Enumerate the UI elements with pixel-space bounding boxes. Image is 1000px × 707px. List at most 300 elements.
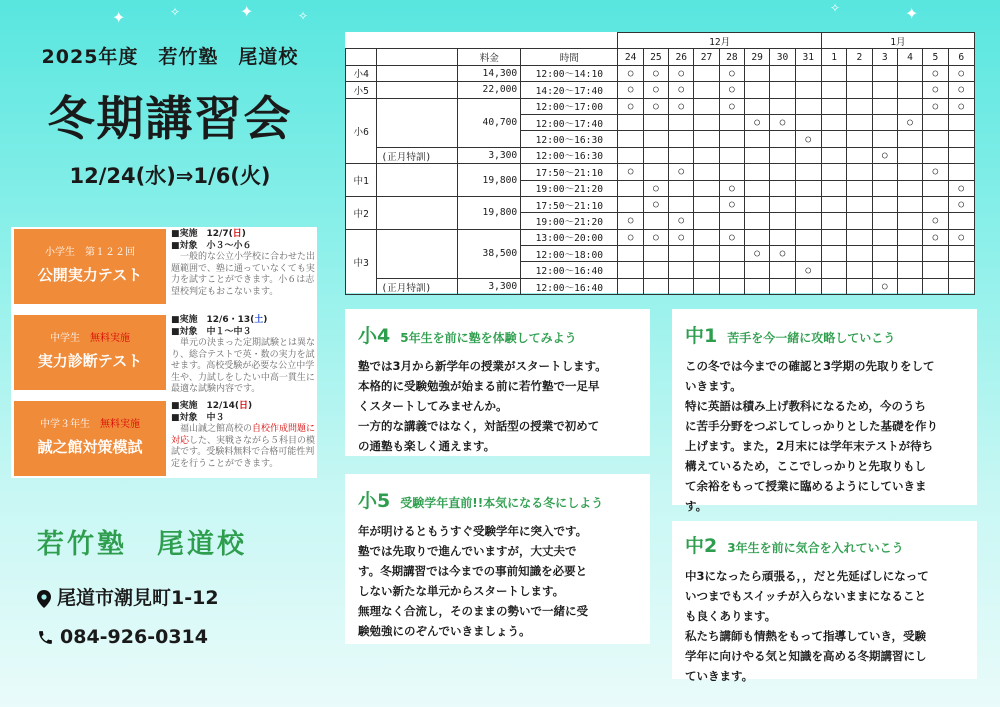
session-mark-cell: ○ <box>669 164 694 180</box>
card-line: 私たち講師も情熱をもって指導していき，受験 <box>685 629 927 643</box>
empty-day-cell <box>821 114 846 130</box>
empty-day-cell <box>847 65 872 81</box>
card-line: くスタートしてみませんか。 <box>358 399 508 413</box>
session-mark-cell: ○ <box>719 180 744 196</box>
phone-number: 084-926-0314 <box>60 626 208 648</box>
empty-day-cell <box>795 246 821 262</box>
empty-day-cell <box>847 196 872 212</box>
fee-cell: 22,000 <box>458 82 521 98</box>
empty-day-cell <box>795 98 821 114</box>
day-header: 29 <box>745 49 770 65</box>
session-mark-cell: ○ <box>923 65 948 81</box>
event-details <box>171 229 317 298</box>
time-cell: 17:50～21:10 <box>521 196 618 212</box>
empty-day-cell <box>618 114 643 130</box>
session-mark-cell: ○ <box>948 82 974 98</box>
empty-day-cell <box>897 82 922 98</box>
card-line: 一方的な講義ではなく，対話型の授業で初めて <box>358 419 600 433</box>
card-line: 構えているため，ここでしっかりと先取りもし <box>685 459 927 473</box>
empty-day-cell <box>694 278 719 294</box>
time-cell: 12:00～16:40 <box>521 278 618 294</box>
empty-day-cell <box>795 147 821 163</box>
grade-cell: 小4 <box>346 65 377 81</box>
event-target: ■対象 中１～中３ <box>171 326 252 337</box>
empty-day-cell <box>694 164 719 180</box>
address-text: 尾道市潮見町1-12 <box>57 587 219 609</box>
empty-day-cell <box>669 180 694 196</box>
card-line: 上げます。また，2月末には学年末テストが待ち <box>685 439 934 453</box>
session-mark-cell: ○ <box>948 229 974 245</box>
empty-day-cell <box>872 65 897 81</box>
empty-day-cell <box>770 180 795 196</box>
card-body <box>358 521 650 641</box>
empty-day-cell <box>669 114 694 130</box>
schedule-row <box>346 98 975 114</box>
session-mark-cell: ○ <box>923 229 948 245</box>
empty-day-cell <box>618 131 643 147</box>
empty-day-cell <box>719 114 744 130</box>
day-header: 24 <box>618 49 643 65</box>
empty-day-cell <box>821 82 846 98</box>
empty-day-cell <box>618 180 643 196</box>
empty-day-cell <box>745 196 770 212</box>
event-date: ■実施 12/14( <box>171 401 239 411</box>
card-line: 年が明けるともうすぐ受験学年に突入です。 <box>358 524 588 538</box>
schedule-row <box>346 196 975 212</box>
empty-day-cell <box>897 131 922 147</box>
empty-day-cell <box>618 262 643 278</box>
phone-icon <box>37 629 54 646</box>
session-mark-cell: ○ <box>745 246 770 262</box>
empty-day-cell <box>770 147 795 163</box>
card-line: ていきます。 <box>685 669 754 683</box>
empty-day-cell <box>669 147 694 163</box>
schedule-row <box>346 278 975 294</box>
empty-day-cell <box>847 180 872 196</box>
empty-day-cell <box>643 147 668 163</box>
day-header: 27 <box>694 49 719 65</box>
empty-day-cell <box>795 180 821 196</box>
empty-day-cell <box>847 262 872 278</box>
empty-day-cell <box>897 278 922 294</box>
time-cell: 12:00～16:30 <box>521 131 618 147</box>
card-grade: 小5 <box>358 490 391 512</box>
event-description: 単元の決まった定期試験とは異なり、総合テストで英・数の実力を試せます。高校受験が必要な公立中学生や、力試しをしたい中高一貫生に最適な試験内容です。 <box>171 338 316 394</box>
empty-day-cell <box>897 180 922 196</box>
empty-day-cell <box>643 278 668 294</box>
session-mark-cell: ○ <box>643 229 668 245</box>
empty-day-cell <box>821 278 846 294</box>
time-cell: 12:00～16:40 <box>521 262 618 278</box>
empty-day-cell <box>821 65 846 81</box>
empty-day-cell <box>770 82 795 98</box>
school-name: 若竹塾 尾道校 <box>37 529 247 560</box>
card-line: す。 <box>685 499 708 513</box>
event-free-tag: 無料実施 <box>100 419 140 430</box>
card-line: しない新たな単元からスタートします。 <box>358 584 565 598</box>
empty-day-cell <box>643 213 668 229</box>
card-body <box>685 566 977 686</box>
empty-day-cell <box>770 213 795 229</box>
session-mark-cell: ○ <box>669 98 694 114</box>
sparkle-icon: ✧ <box>170 5 181 19</box>
event-date: ■実施 12/6・13( <box>171 315 255 325</box>
empty-day-cell <box>694 229 719 245</box>
empty-day-cell <box>847 164 872 180</box>
empty-day-cell <box>745 82 770 98</box>
event-seishikan-mock <box>11 399 317 478</box>
schedule-row <box>346 147 975 163</box>
empty-day-cell <box>847 229 872 245</box>
time-cell: 12:00～17:00 <box>521 98 618 114</box>
empty-day-cell <box>897 246 922 262</box>
session-mark-cell: ○ <box>643 65 668 81</box>
session-mark-cell: ○ <box>669 213 694 229</box>
fee-header: 料金 <box>458 49 521 65</box>
empty-day-cell <box>923 114 948 130</box>
sparkle-icon: ✦ <box>240 2 254 21</box>
empty-day-cell <box>872 180 897 196</box>
empty-day-cell <box>795 213 821 229</box>
card-subtitle: 苦手を今一緒に攻略していこう <box>727 331 896 345</box>
schedule-body <box>346 65 975 294</box>
grade-cell: 小6 <box>346 98 377 164</box>
session-mark-cell: ○ <box>643 180 668 196</box>
card-line: 塾では3月から新学年の授業がスタートします。 <box>358 359 607 373</box>
session-mark-cell: ○ <box>643 196 668 212</box>
empty-day-cell <box>923 262 948 278</box>
day-header: 3 <box>872 49 897 65</box>
empty-day-cell <box>694 246 719 262</box>
fee-cell: 19,800 <box>458 164 521 197</box>
event-category: 中学３年生 <box>40 419 100 430</box>
session-mark-cell: ○ <box>669 82 694 98</box>
session-mark-cell: ○ <box>923 164 948 180</box>
sparkle-icon: ✧ <box>298 9 309 23</box>
card-body <box>358 356 650 456</box>
fee-cell: 19,800 <box>458 196 521 229</box>
empty-day-cell <box>745 98 770 114</box>
empty-day-cell <box>847 246 872 262</box>
day-header: 31 <box>795 49 821 65</box>
time-cell: 12:00～16:30 <box>521 147 618 163</box>
session-mark-cell: ○ <box>643 98 668 114</box>
empty-day-cell <box>795 229 821 245</box>
card-line: も良くあります。 <box>685 609 777 623</box>
empty-day-cell <box>872 229 897 245</box>
card-line: て余裕をもって授業に臨めるようにしていきま <box>685 479 927 493</box>
event-list <box>11 227 317 478</box>
empty-day-cell <box>821 196 846 212</box>
session-mark-cell: ○ <box>897 114 922 130</box>
empty-day-cell <box>821 147 846 163</box>
sparkle-icon: ✦ <box>112 8 126 27</box>
session-mark-cell: ○ <box>872 278 897 294</box>
empty-day-cell <box>618 147 643 163</box>
empty-day-cell <box>795 164 821 180</box>
empty-day-cell <box>821 262 846 278</box>
day-header: 26 <box>669 49 694 65</box>
card-chu2 <box>672 521 977 683</box>
event-description: 一般的な公立小学校に合わせた出題範囲で、塾に通っていなくても実力を試すことができます。小６は志望校判定もおこないます。 <box>171 252 316 297</box>
day-header: 30 <box>770 49 795 65</box>
card-subtitle: 受験学年直前!!本気になる冬にしよう <box>400 496 604 510</box>
empty-day-cell <box>872 98 897 114</box>
session-mark-cell: ○ <box>618 65 643 81</box>
empty-day-cell <box>795 65 821 81</box>
empty-day-cell <box>669 196 694 212</box>
card-line: いきます。 <box>685 379 742 393</box>
session-mark-cell: ○ <box>948 196 974 212</box>
time-header: 時間 <box>521 49 618 65</box>
event-diagnostic-test <box>11 313 317 392</box>
page-title: 冬期講習会 <box>47 92 293 147</box>
empty-day-cell <box>897 213 922 229</box>
empty-day-cell <box>872 262 897 278</box>
time-cell: 17:50～21:10 <box>521 164 618 180</box>
day-header: 4 <box>897 49 922 65</box>
event-button[interactable] <box>14 229 166 304</box>
empty-day-cell <box>923 196 948 212</box>
empty-day-cell <box>897 262 922 278</box>
empty-day-cell <box>669 131 694 147</box>
session-mark-cell: ○ <box>795 131 821 147</box>
schedule-row <box>346 65 975 81</box>
empty-day-cell <box>618 246 643 262</box>
course-dates: 12/24(水)⇒1/6(火) <box>69 164 271 188</box>
event-title: 実力診断テスト <box>37 352 143 370</box>
card-subtitle: 5年生を前に塾を体験してみよう <box>400 331 577 345</box>
empty-day-cell <box>897 98 922 114</box>
empty-day-cell <box>770 65 795 81</box>
event-date-close: ) <box>241 229 246 239</box>
card-line: 中3になったら頑張る，，だと先延ばしになって <box>685 569 929 583</box>
schedule-table-container <box>345 32 975 293</box>
card-chu1 <box>672 309 977 513</box>
note-cell <box>377 82 458 98</box>
event-description-cont: した、実戦さながら５科目の模試です。受験料無料で合格可能性判定を行うことができます。 <box>171 435 316 469</box>
empty-day-cell <box>770 196 795 212</box>
empty-day-cell <box>643 131 668 147</box>
empty-day-cell <box>872 131 897 147</box>
event-target: ■対象 小３～小６ <box>171 240 252 251</box>
empty-day-cell <box>948 278 974 294</box>
session-mark-cell: ○ <box>719 98 744 114</box>
card-line: 験勉強にのぞんでいきましょう。 <box>358 624 531 638</box>
empty-day-cell <box>795 196 821 212</box>
empty-day-cell <box>872 82 897 98</box>
session-mark-cell: ○ <box>643 82 668 98</box>
empty-day-cell <box>923 278 948 294</box>
sparkle-icon: ✧ <box>830 1 841 15</box>
event-button[interactable] <box>14 315 166 390</box>
session-mark-cell: ○ <box>923 98 948 114</box>
session-mark-cell: ○ <box>745 114 770 130</box>
card-grade: 小4 <box>358 325 391 347</box>
session-mark-cell: ○ <box>872 147 897 163</box>
empty-day-cell <box>643 246 668 262</box>
note-cell <box>377 164 458 197</box>
schedule-row <box>346 229 975 245</box>
empty-day-cell <box>948 246 974 262</box>
empty-day-cell <box>694 196 719 212</box>
note-cell <box>377 98 458 147</box>
session-mark-cell: ○ <box>923 213 948 229</box>
empty-day-cell <box>745 65 770 81</box>
event-day: 日 <box>232 229 242 239</box>
event-day: 日 <box>238 401 248 411</box>
empty-day-cell <box>948 164 974 180</box>
empty-day-cell <box>719 246 744 262</box>
session-mark-cell: ○ <box>719 229 744 245</box>
card-line: 特に英語は積み上げ教科になるため，今のうち <box>685 399 927 413</box>
grade-cell: 中3 <box>346 229 377 295</box>
empty-day-cell <box>618 196 643 212</box>
empty-day-cell <box>719 262 744 278</box>
year-school-heading: 2025年度 若竹塾 尾道校 <box>41 46 299 68</box>
empty-day-cell <box>745 229 770 245</box>
time-cell: 12:00～17:40 <box>521 114 618 130</box>
empty-day-cell <box>847 98 872 114</box>
month-header-jan: 1月 <box>821 33 974 49</box>
empty-day-cell <box>719 147 744 163</box>
card-line: す。冬期講習では今までの事前知識を必要と <box>358 564 588 578</box>
empty-day-cell <box>948 114 974 130</box>
card-body <box>685 356 977 516</box>
time-cell: 12:00～14:10 <box>521 65 618 81</box>
grade-cell: 小5 <box>346 82 377 98</box>
session-mark-cell: ○ <box>770 246 795 262</box>
sparkle-icon: ✦ <box>905 4 919 23</box>
empty-day-cell <box>948 131 974 147</box>
session-mark-cell: ○ <box>719 196 744 212</box>
empty-day-cell <box>923 131 948 147</box>
phone-line[interactable] <box>37 626 208 648</box>
empty-day-cell <box>897 229 922 245</box>
empty-day-cell <box>821 131 846 147</box>
session-mark-cell: ○ <box>618 82 643 98</box>
time-cell: 13:00～20:00 <box>521 229 618 245</box>
event-title: 公開実力テスト <box>37 266 143 284</box>
session-mark-cell: ○ <box>618 164 643 180</box>
location-pin-icon <box>37 590 51 608</box>
empty-day-cell <box>923 180 948 196</box>
card-sho4 <box>345 309 650 456</box>
empty-day-cell <box>847 82 872 98</box>
card-line: 学年に向けやる気と知識を高める冬期講習にし <box>685 649 927 663</box>
session-mark-cell: ○ <box>618 213 643 229</box>
empty-day-cell <box>669 246 694 262</box>
empty-day-cell <box>745 213 770 229</box>
empty-day-cell <box>694 147 719 163</box>
address-line <box>37 583 219 610</box>
event-title: 誠之館対策模試 <box>37 438 143 456</box>
card-line: この冬では今までの確認と3学期の先取りをして <box>685 359 935 373</box>
empty-day-cell <box>872 114 897 130</box>
note-cell: (正月特訓) <box>377 147 458 163</box>
session-mark-cell: ○ <box>669 229 694 245</box>
empty-day-cell <box>694 82 719 98</box>
event-category: 小学生 第１２２回 <box>45 247 135 258</box>
card-line: に苦手分野をつぶしてしっかりとした基礎を作り <box>685 419 938 433</box>
event-category: 中学生 <box>50 333 90 344</box>
empty-day-cell <box>745 147 770 163</box>
empty-day-cell <box>770 98 795 114</box>
empty-day-cell <box>745 278 770 294</box>
event-highlight: 自校作成問題に対応 <box>171 424 316 446</box>
day-header: 25 <box>643 49 668 65</box>
event-free-tag: 無料実施 <box>90 333 130 344</box>
schedule-row <box>346 82 975 98</box>
session-mark-cell: ○ <box>948 180 974 196</box>
event-details <box>171 401 317 470</box>
card-grade: 中2 <box>685 535 718 557</box>
card-line: の通塾も楽しく通えます。 <box>358 439 496 453</box>
session-mark-cell: ○ <box>719 65 744 81</box>
time-cell: 19:00～21:20 <box>521 213 618 229</box>
empty-day-cell <box>694 180 719 196</box>
card-line: 無理なく合流し，そのままの勢いで一緒に受 <box>358 604 588 618</box>
time-cell: 14:20～17:40 <box>521 82 618 98</box>
empty-day-cell <box>821 98 846 114</box>
empty-day-cell <box>897 196 922 212</box>
card-line: 塾では先取りで進んでいますが，大丈夫で <box>358 544 577 558</box>
event-target: ■対象 中３ <box>171 412 225 423</box>
empty-day-cell <box>847 131 872 147</box>
grade-cell: 中2 <box>346 196 377 229</box>
empty-day-cell <box>694 65 719 81</box>
empty-day-cell <box>643 164 668 180</box>
day-header: 1 <box>821 49 846 65</box>
session-mark-cell: ○ <box>795 262 821 278</box>
empty-day-cell <box>745 262 770 278</box>
note-header <box>377 49 458 65</box>
card-subtitle: 3年生を前に気合を入れていこう <box>727 541 904 555</box>
table-corner <box>346 33 618 49</box>
session-mark-cell: ○ <box>618 98 643 114</box>
empty-day-cell <box>745 164 770 180</box>
empty-day-cell <box>694 213 719 229</box>
note-cell <box>377 229 458 278</box>
empty-day-cell <box>897 147 922 163</box>
session-mark-cell: ○ <box>719 82 744 98</box>
empty-day-cell <box>897 65 922 81</box>
note-cell <box>377 65 458 81</box>
empty-day-cell <box>948 147 974 163</box>
empty-day-cell <box>669 262 694 278</box>
time-cell: 19:00～21:20 <box>521 180 618 196</box>
session-mark-cell: ○ <box>669 65 694 81</box>
session-mark-cell: ○ <box>770 114 795 130</box>
fee-cell: 3,300 <box>458 147 521 163</box>
empty-day-cell <box>847 114 872 130</box>
fee-cell: 3,300 <box>458 278 521 294</box>
time-cell: 12:00～18:00 <box>521 246 618 262</box>
session-mark-cell: ○ <box>948 98 974 114</box>
event-public-test <box>11 227 317 306</box>
empty-day-cell <box>872 246 897 262</box>
empty-day-cell <box>847 278 872 294</box>
empty-day-cell <box>694 262 719 278</box>
card-sho5 <box>345 474 650 644</box>
empty-day-cell <box>897 164 922 180</box>
empty-day-cell <box>694 114 719 130</box>
note-cell <box>377 196 458 229</box>
event-button[interactable] <box>14 401 166 476</box>
event-date-close: ) <box>247 401 253 411</box>
schedule-row <box>346 164 975 180</box>
empty-day-cell <box>821 213 846 229</box>
